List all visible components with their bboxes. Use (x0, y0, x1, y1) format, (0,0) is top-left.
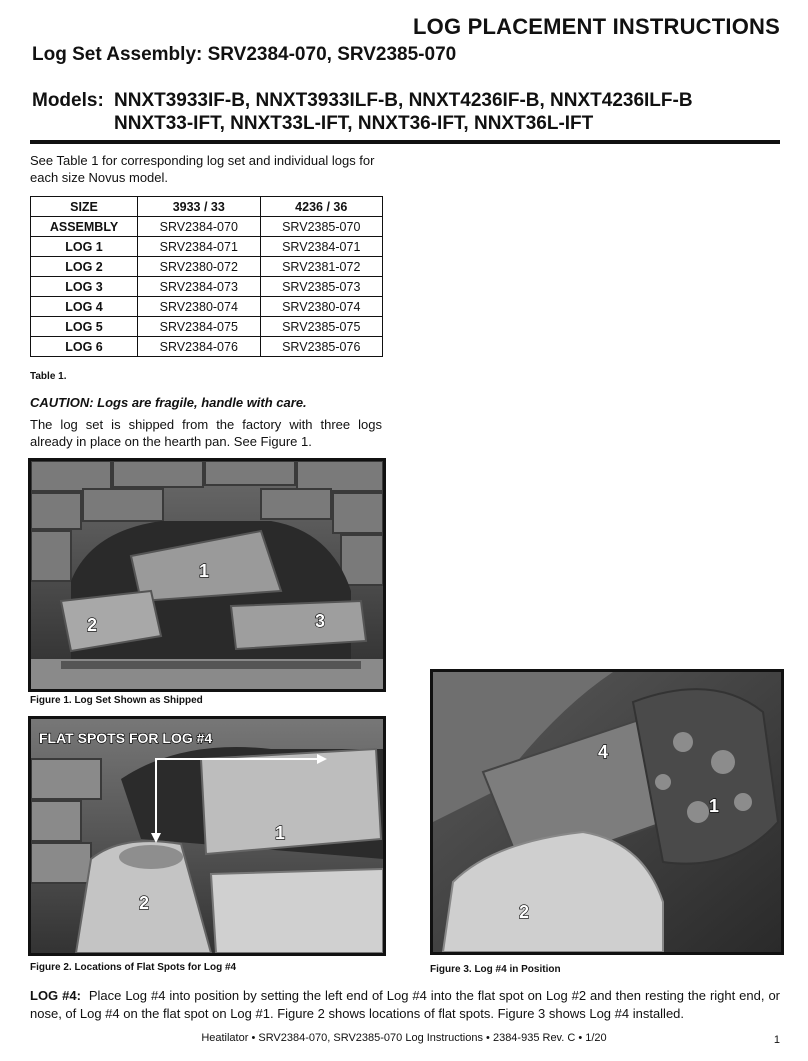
table-header-cell: 4236 / 36 (260, 197, 383, 217)
table-cell: SRV2385-073 (260, 277, 383, 297)
table-cell: SRV2384-071 (260, 237, 383, 257)
figure-2-label-1: 1 (275, 823, 286, 843)
table-row (31, 297, 383, 317)
table-row (31, 277, 383, 297)
figure-2-overlay: FLAT SPOTS FOR LOG #4 (39, 730, 213, 746)
log-4-text: Place Log #4 into position by setting the left end of Log #4 into the flat spot on Log #2 and then resting the right end, or nose, of Log #4 on the flat spot on Log #1. Figure 2 shows locations of flat spots. Figure 3 shows Log #4 installed. (30, 988, 780, 1021)
figure-1-label-1: 1 (199, 561, 210, 581)
figure-1-caption: Figure 1. Log Set Shown as Shipped (30, 695, 203, 706)
table-cell: SRV2380-074 (138, 297, 260, 317)
table-header-cell: 3933 / 33 (138, 197, 260, 217)
table-row (31, 237, 383, 257)
figure-3-label-1: 1 (709, 796, 720, 816)
table-cell: LOG 1 (31, 237, 138, 257)
log-4-instructions (30, 987, 780, 1023)
table-cell: SRV2381-072 (260, 257, 383, 277)
table-cell: ASSEMBLY (31, 217, 138, 237)
table-cell: LOG 2 (31, 257, 138, 277)
table-header-cell: SIZE (31, 197, 138, 217)
table-row (31, 337, 383, 357)
table-cell: LOG 5 (31, 317, 138, 337)
table-cell: SRV2380-072 (138, 257, 260, 277)
header-divider (30, 140, 780, 144)
figure-2-caption: Figure 2. Locations of Flat Spots for Log #4 (30, 962, 237, 973)
figure-1-photo (28, 458, 386, 692)
table-cell: SRV2384-070 (138, 217, 260, 237)
models-line-2: NNXT33-IFT, NNXT33L-IFT, NNXT36-IFT, NNXT36L-IFT (114, 113, 594, 134)
table-row (31, 317, 383, 337)
figure-3-label-2: 2 (519, 902, 530, 922)
log-set-assembly-heading: Log Set Assembly: SRV2384-070, SRV2385-070 (32, 44, 457, 65)
table-row (31, 217, 383, 237)
shipped-paragraph: The log set is shipped from the factory with three logs already in place on the hearth pan. See Figure 1. (30, 417, 382, 449)
log-4-lead: LOG #4: (30, 988, 81, 1003)
page-number: 1 (773, 1034, 780, 1046)
page-footer: Heatilator • SRV2384-070, SRV2385-070 Log Instructions • 2384-935 Rev. C • 1/20 (201, 1032, 607, 1044)
caution-note: CAUTION: Logs are fragile, handle with care. (30, 395, 307, 410)
table-cell: SRV2385-070 (260, 217, 383, 237)
figure-2-label-2: 2 (139, 893, 150, 913)
table-cell: SRV2384-071 (138, 237, 260, 257)
models-label: Models: (32, 90, 104, 111)
figure-1-label-3: 3 (315, 611, 326, 631)
table-cell: SRV2384-073 (138, 277, 260, 297)
table-cell: SRV2384-076 (138, 337, 260, 357)
table-cell: SRV2380-074 (260, 297, 383, 317)
figure-3-photo (430, 669, 784, 955)
document-title: LOG PLACEMENT INSTRUCTIONS (413, 14, 780, 39)
table-caption: Table 1. (30, 371, 67, 382)
models-line-1: NNXT3933IF-B, NNXT3933ILF-B, NNXT4236IF-B, NNXT4236ILF-B (114, 90, 693, 111)
figure-1-label-2: 2 (87, 615, 98, 635)
table-header-row (31, 197, 383, 217)
table-cell: SRV2384-075 (138, 317, 260, 337)
intro-paragraph: See Table 1 for corresponding log set and individual logs for each size Novus model. (30, 153, 375, 185)
table-cell: SRV2385-075 (260, 317, 383, 337)
figure-2-photo (28, 716, 386, 956)
table-row (31, 257, 383, 277)
log-set-table (30, 196, 383, 357)
figure-3-caption: Figure 3. Log #4 in Position (430, 964, 561, 975)
table-cell: LOG 3 (31, 277, 138, 297)
table-cell: SRV2385-076 (260, 337, 383, 357)
table-cell: LOG 4 (31, 297, 138, 317)
table-cell: LOG 6 (31, 337, 138, 357)
figure-3-label-4: 4 (598, 742, 609, 762)
